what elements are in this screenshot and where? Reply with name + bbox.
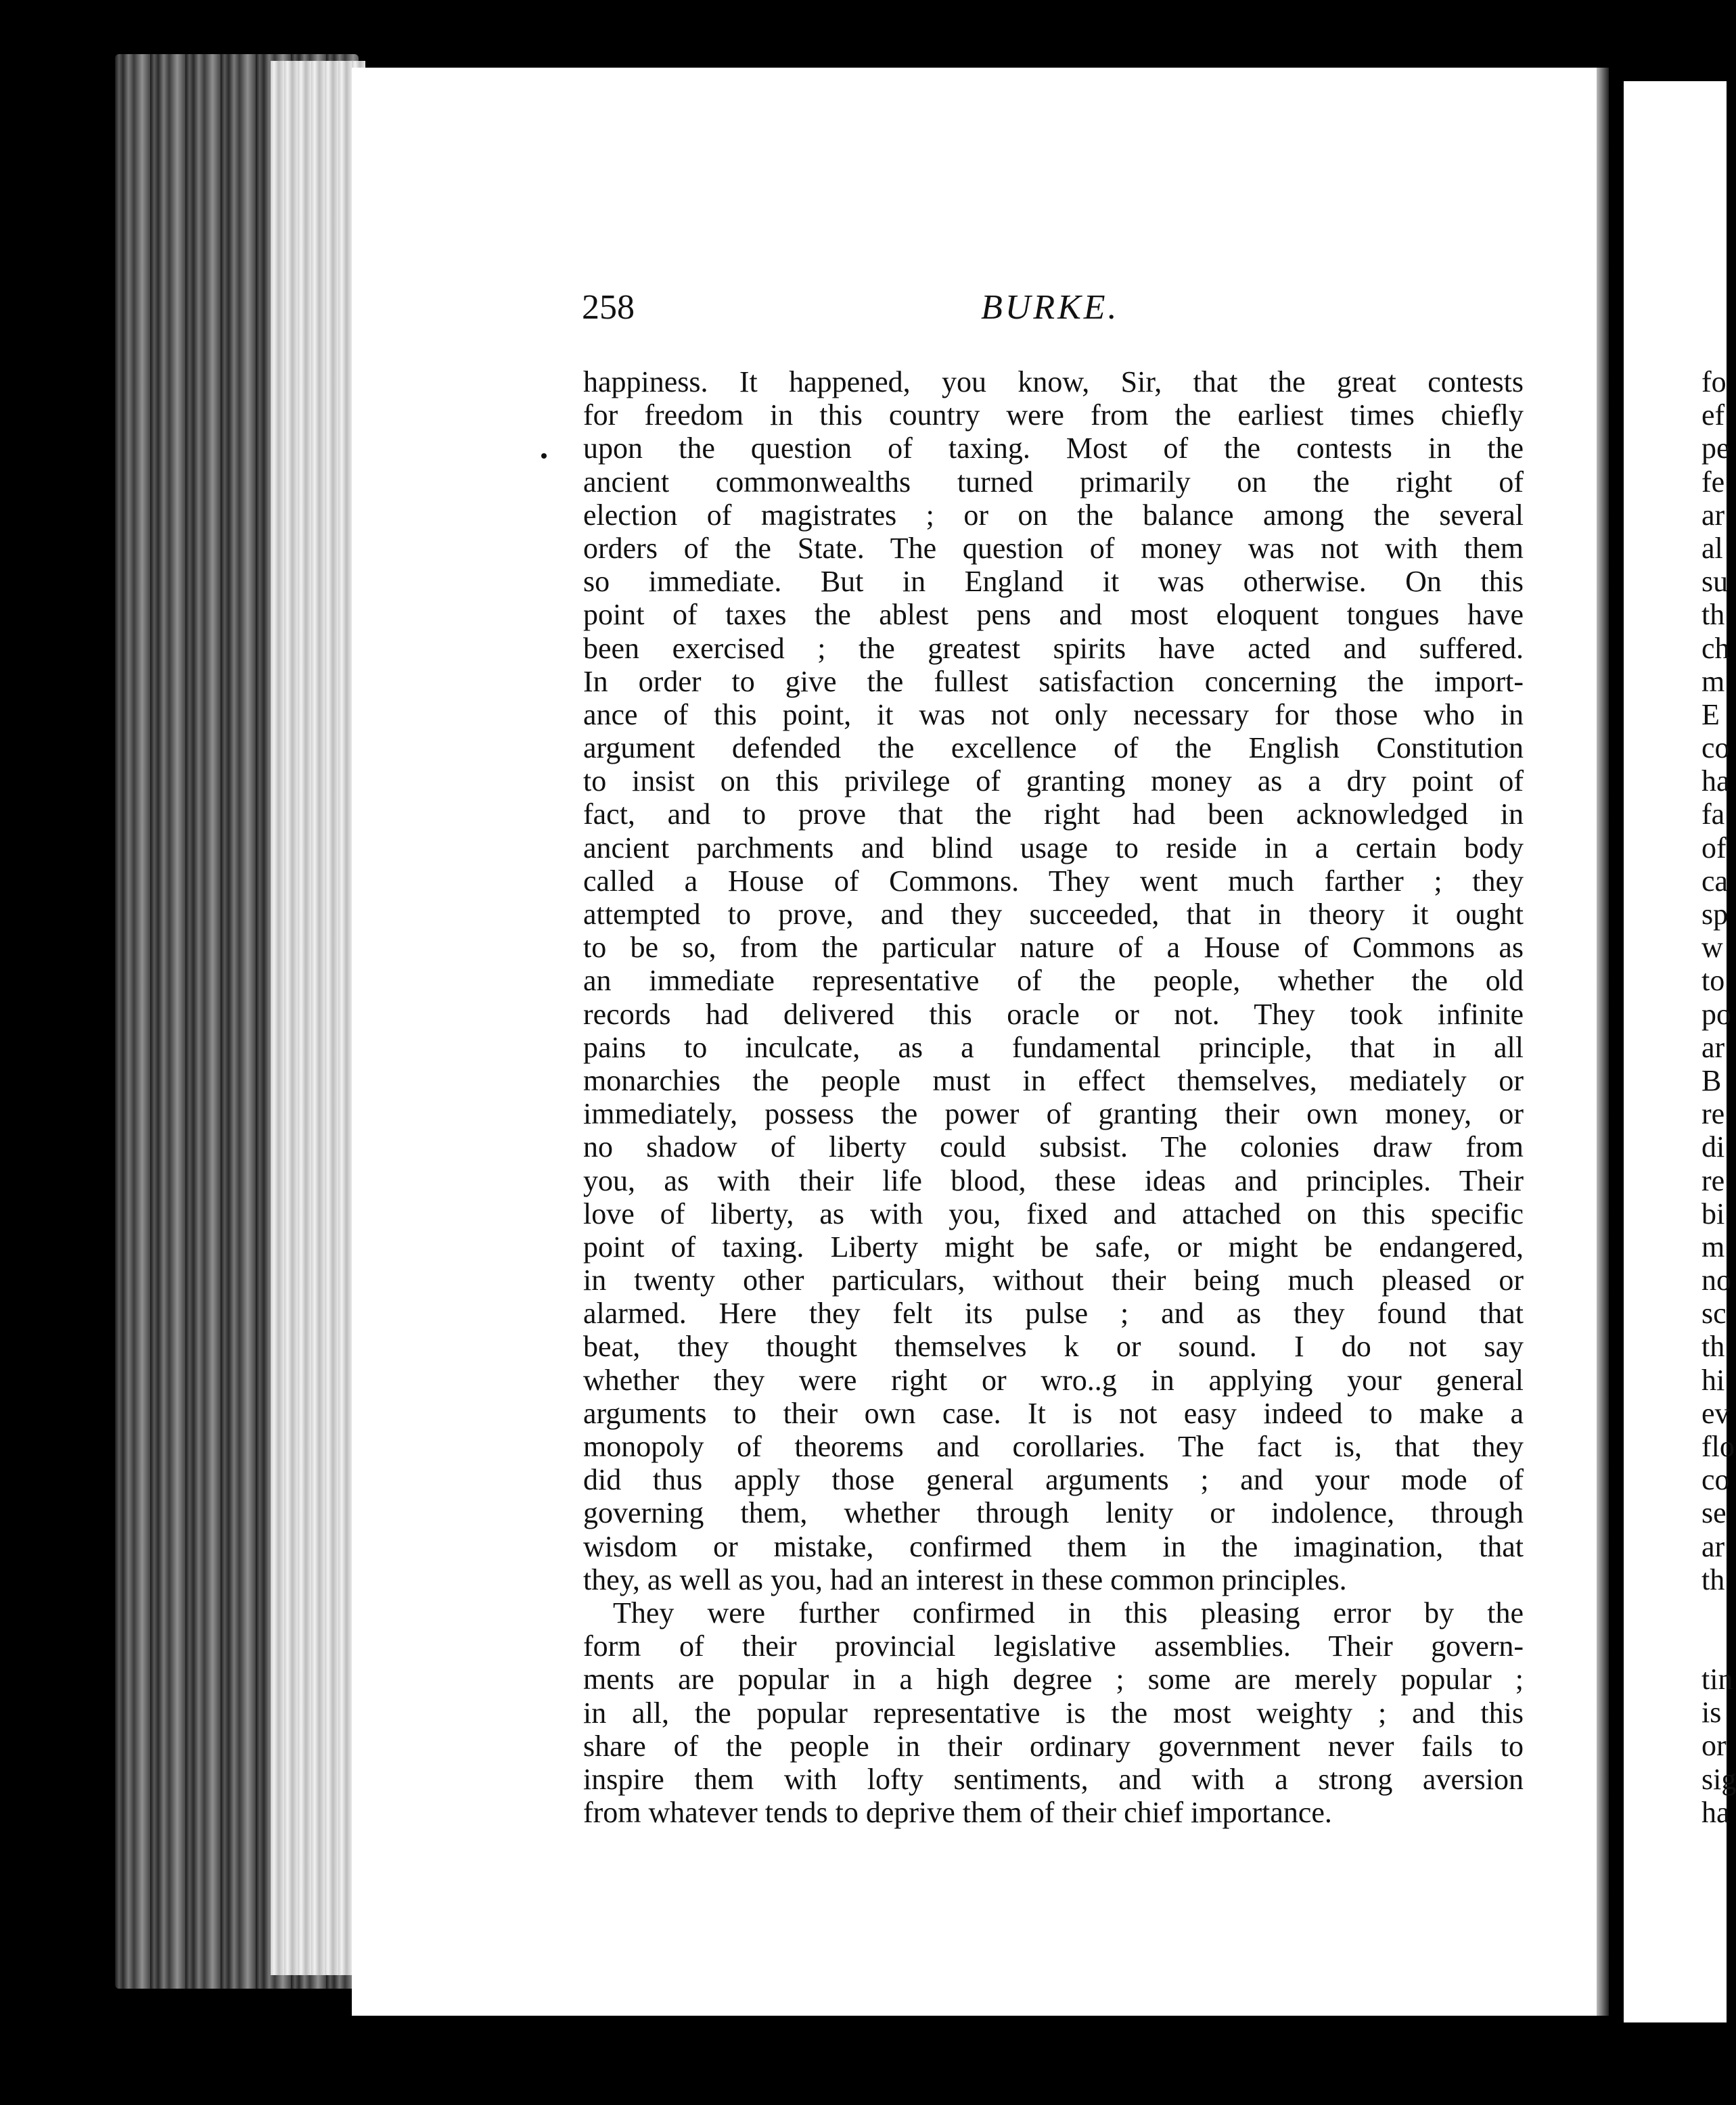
facing-page-fragment: m	[1701, 664, 1725, 698]
facing-page-fragment: ev	[1701, 1396, 1730, 1430]
text-line: happiness. It happened, you know, Sir, that the great contests	[583, 365, 1524, 398]
text-line: from whatever tends to deprive them of their chief importance.	[583, 1796, 1332, 1830]
text-line: governing them, whether through lenity or indolence, through	[583, 1496, 1524, 1530]
facing-page-fragment: to	[1701, 964, 1725, 998]
text-line: so immediate. But in England it was otherwise. On this	[583, 565, 1524, 599]
margin-mark	[541, 453, 547, 459]
text-line: attempted to prove, and they succeeded, that in theory it ought	[583, 898, 1524, 931]
text-line: upon the question of taxing. Most of the contests in the	[583, 432, 1524, 465]
text-line: pains to inculcate, as a fundamental principle, that in all	[583, 1030, 1524, 1064]
text-line: inspire them with lofty sentiments, and with a strong aversion	[583, 1762, 1524, 1796]
text-line: you, as with their life blood, these ideas and principles. Their	[583, 1163, 1524, 1197]
text-line: did thus apply those general arguments ; and your mode of	[583, 1463, 1524, 1497]
text-line: form of their provincial legislative assemblies. Their govern-	[583, 1629, 1524, 1663]
text-line: in all, the popular representative is the most weighty ; and this	[583, 1696, 1524, 1730]
facing-page-fragment: fo	[1701, 365, 1727, 398]
facing-page-fragment: re	[1701, 1163, 1725, 1197]
facing-page-fragment: ar	[1701, 1529, 1725, 1563]
text-line: immediately, possess the power of granting their own money, or	[583, 1097, 1524, 1131]
facing-page-fragment: ha	[1701, 1795, 1730, 1829]
text-line: beat, they thought themselves k or sound. I do not say	[583, 1330, 1524, 1364]
facing-page-fragment: th	[1701, 1563, 1725, 1596]
facing-page-fragment: pe	[1701, 432, 1730, 465]
text-line: point of taxing. Liberty might be safe, or might be endangered,	[583, 1230, 1524, 1264]
facing-page-fragment: sp	[1701, 898, 1729, 931]
text-line: orders of the State. The question of money was not with them	[583, 531, 1524, 565]
paragraph-2	[583, 1596, 1524, 1829]
text-line: no shadow of liberty could subsist. The colonies draw from	[583, 1130, 1524, 1164]
text-line: called a House of Commons. They went much farther ; they	[583, 864, 1524, 898]
text-line: records had delivered this oracle or not. They took infinite	[583, 997, 1524, 1031]
facing-page-fragment: po	[1701, 997, 1731, 1031]
page-number: 258	[582, 288, 635, 327]
text-line: fact, and to prove that the right had been acknowledged in	[583, 797, 1524, 831]
text-line: in twenty other particulars, without their being much pleased or	[583, 1264, 1524, 1297]
facing-page-fragment: hi	[1701, 1363, 1725, 1397]
facing-page-fragment: co	[1701, 731, 1730, 765]
text-line: alarmed. Here they felt its pulse ; and as they found that	[583, 1297, 1524, 1331]
facing-page-fragment: ar	[1701, 1030, 1725, 1064]
facing-page-fragment: ar	[1701, 498, 1725, 532]
facing-page-fragment: bi	[1701, 1197, 1725, 1230]
facing-page-fragment: m	[1701, 1230, 1725, 1264]
text-line: arguments to their own case. It is not easy indeed to make a	[583, 1396, 1524, 1430]
gutter-shadow	[1597, 68, 1609, 2016]
text-line: They were further confirmed in this pleasing error by the	[613, 1596, 1524, 1629]
text-line: wisdom or mistake, confirmed them in the imagination, that	[583, 1529, 1524, 1563]
facing-page-fragment: co	[1701, 1463, 1730, 1497]
facing-page-fragment: is	[1701, 1696, 1722, 1730]
facing-page-fragment: tin	[1701, 1662, 1733, 1696]
text-line: monopoly of theorems and corollaries. The fact is, that they	[583, 1430, 1524, 1463]
text-line: monarchies the people must in effect themselves, mediately or	[583, 1063, 1524, 1097]
text-line: share of the people in their ordinary government never fails to	[583, 1729, 1524, 1763]
page-header	[582, 287, 1529, 342]
facing-page-fragment: sig	[1701, 1762, 1736, 1796]
facing-page-fragments	[1701, 365, 1736, 1829]
body-text	[583, 365, 1524, 1829]
facing-page-fragment: B	[1701, 1063, 1722, 1097]
facing-page-fragment: su	[1701, 565, 1729, 599]
facing-page-fragment: th	[1701, 1330, 1725, 1364]
facing-page-fragment: w	[1701, 931, 1723, 965]
text-line: been exercised ; the greatest spirits have acted and suffered.	[583, 631, 1524, 665]
text-line: point of taxes the ablest pens and most eloquent tongues have	[583, 598, 1524, 632]
page-stack-edges	[271, 61, 365, 1975]
facing-page-fragment: ha	[1701, 764, 1730, 798]
facing-page-fragment: E	[1701, 697, 1720, 731]
text-line: ancient parchments and blind usage to reside in a certain body	[583, 831, 1524, 864]
text-line: to be so, from the particular nature of a House of Commons as	[583, 931, 1524, 965]
facing-page-fragment: of	[1701, 831, 1727, 864]
text-line: love of liberty, as with you, fixed and attached on this specific	[583, 1197, 1524, 1230]
facing-page-fragment: sc	[1701, 1297, 1727, 1331]
text-line: ance of this point, it was not only necessary for those who in	[583, 697, 1524, 731]
text-line: an immediate representative of the people, whether the old	[583, 964, 1524, 998]
text-line: ancient commonwealths turned primarily on the right of	[583, 465, 1524, 499]
text-line: election of magistrates ; or on the balance among the several	[583, 498, 1524, 532]
paragraph-1	[583, 365, 1524, 1596]
facing-page-fragment: no	[1701, 1264, 1731, 1297]
facing-page-fragment: di	[1701, 1130, 1725, 1164]
facing-page-fragment: fe	[1701, 465, 1725, 499]
facing-page-fragment: or	[1701, 1729, 1727, 1763]
text-line: ments are popular in a high degree ; some are merely popular ;	[583, 1663, 1524, 1696]
facing-page-fragment: th	[1701, 598, 1725, 632]
facing-page-fragment: re	[1701, 1097, 1725, 1131]
text-line: to insist on this privilege of granting money as a dry point of	[583, 764, 1524, 798]
facing-page-fragment: ch	[1701, 631, 1730, 665]
facing-page-fragment: al	[1701, 531, 1723, 565]
facing-page-fragment: ef	[1701, 398, 1725, 432]
facing-page-fragment: flo	[1701, 1430, 1735, 1463]
text-line: In order to give the fullest satisfaction concerning the import-	[583, 664, 1524, 698]
facing-page-fragment: fa	[1701, 797, 1725, 831]
text-line: they, as well as you, had an interest in these common principles.	[583, 1563, 1347, 1596]
text-line: whether they were right or wro..g in applying your general	[583, 1363, 1524, 1397]
facing-page-fragment: ca	[1701, 864, 1729, 898]
text-line: argument defended the excellence of the English Constitution	[583, 731, 1524, 765]
running-head: BURKE.	[981, 288, 1120, 327]
facing-page-fragment: se	[1701, 1496, 1727, 1530]
text-line: for freedom in this country were from the earliest times chiefly	[583, 398, 1524, 432]
